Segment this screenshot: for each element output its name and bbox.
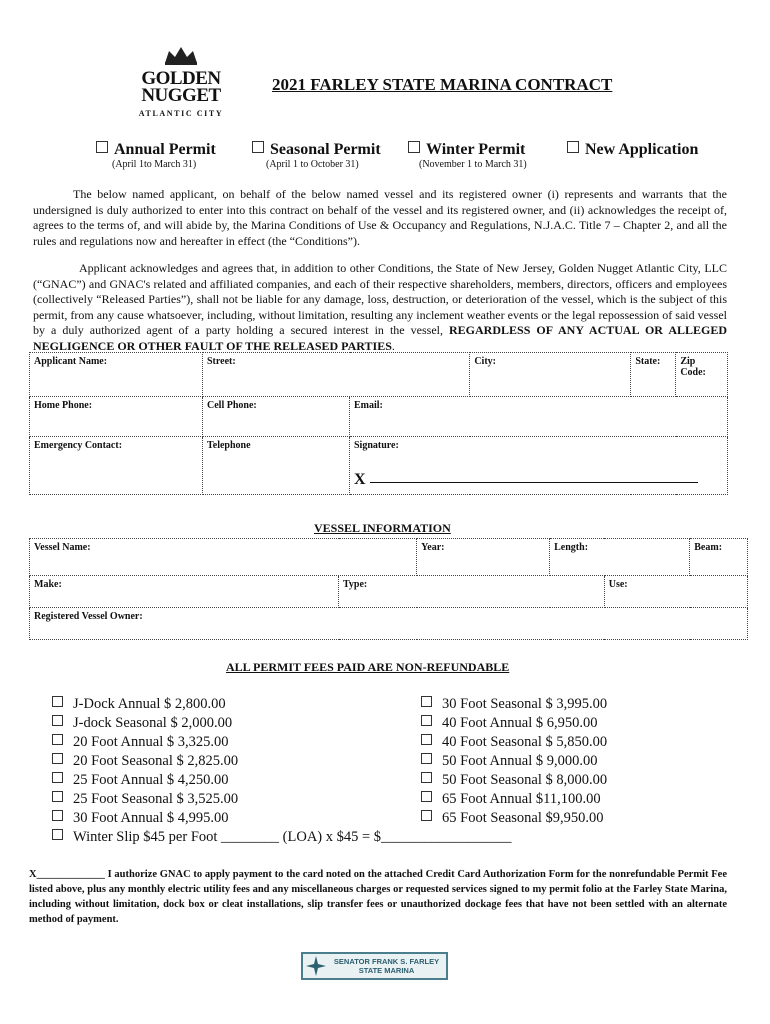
winter-permit-dates: (November 1 to March 31) [419,159,527,170]
logo-line2: NUGGET [141,85,221,106]
seasonal-permit-checkbox[interactable]: Seasonal Permit [252,141,381,159]
telephone-field[interactable]: Telephone [203,437,350,495]
applicant-name-field[interactable]: Applicant Name: [30,353,203,397]
checkbox-icon[interactable] [52,753,63,764]
fee-option[interactable]: 40 Foot Annual $ 6,950.00 [421,714,607,733]
checkbox-icon[interactable] [252,141,264,153]
farley-marina-logo [301,952,448,980]
logo-subtitle: ATLANTIC CITY [138,109,224,118]
fee-option[interactable]: 20 Foot Annual $ 3,325.00 [52,733,512,752]
checkbox-icon[interactable] [52,829,63,840]
checkbox-icon[interactable] [96,141,108,153]
checkbox-icon[interactable] [52,791,63,802]
fees-title: ALL PERMIT FEES PAID ARE NON-REFUNDABLE [226,660,510,674]
annual-permit-dates: (April 1to March 31) [112,159,197,170]
compass-icon [305,955,327,977]
fee-option[interactable]: J-dock Seasonal $ 2,000.00 [52,714,512,733]
zip-code-field[interactable]: Zip Code: [676,353,728,397]
fee-option[interactable]: 50 Foot Seasonal $ 8,000.00 [421,771,607,790]
fee-option[interactable]: J-Dock Annual $ 2,800.00 [52,695,512,714]
fee-option[interactable]: 25 Foot Annual $ 4,250.00 [52,771,512,790]
state-field[interactable]: State: [631,353,676,397]
fees-right-column [421,695,607,828]
home-phone-field[interactable]: Home Phone: [30,397,203,437]
fee-option[interactable]: 20 Foot Seasonal $ 2,825.00 [52,752,512,771]
winter-permit-checkbox[interactable]: Winter Permit [408,141,525,159]
checkbox-icon[interactable] [567,141,579,153]
page-title: 2021 FARLEY STATE MARINA CONTRACT [272,75,613,94]
vessel-table [29,538,748,640]
golden-nugget-logo [138,45,224,118]
signature-x: X [354,471,366,488]
emergency-contact-field[interactable]: Emergency Contact: [30,437,203,495]
fee-option[interactable]: 30 Foot Seasonal $ 3,995.00 [421,695,607,714]
release-bold-clause: REGARDLESS OF ANY ACTUAL OR ALLEGED NEGLIGENCE OR OTHER FAULT OF THE RELEASED PARTIES [33,323,728,353]
checkbox-icon[interactable] [52,810,63,821]
annual-permit-checkbox[interactable]: Annual Permit [96,141,216,159]
vessel-info-title: VESSEL INFORMATION [314,521,451,535]
checkbox-icon[interactable] [52,734,63,745]
fee-option[interactable]: 30 Foot Annual $ 4,995.00 [52,809,512,828]
footer-line2: STATE MARINA [358,966,415,975]
fee-option[interactable]: 25 Foot Seasonal $ 3,525.00 [52,790,512,809]
cell-phone-field[interactable]: Cell Phone: [203,397,350,437]
fee-option[interactable]: 40 Foot Seasonal $ 5,850.00 [421,733,607,752]
fee-option[interactable]: 65 Foot Annual $11,100.00 [421,790,607,809]
checkbox-icon[interactable] [421,715,432,726]
release-paragraph: Applicant acknowledges and agrees that, in addition to other Conditions, the State of New Jersey, Golden Nugget Atlantic City, LLC (“GNAC”) and GNAC's related and affiliated companies, and each of their respective shareholders, members, directors, officers and employees (collectively “Released Parties”), shall not be liable for any damage, loss, destruction, or deterioration of the vessel, which is the subject of this permit, from any cause whatsoever, including, without limitation, resulting any inclement weather events or the legal repossession of said vessel by a duly authorized agent of a party holding a secured interest in the vessel, REGARDLESS OF ANY ACTUAL OR ALLEGED NEGLIGENCE OR OTHER FAULT OF THE RELEASED PARTIES. [33,261,728,353]
email-field[interactable]: Email: [350,397,728,437]
make-field[interactable]: Make: [30,576,339,608]
logo-line1: GOLDEN [141,68,221,89]
seasonal-permit-dates: (April 1 to October 31) [266,159,359,170]
registered-owner-field[interactable]: Registered Vessel Owner: [30,608,748,640]
street-field[interactable]: Street: [203,353,470,397]
checkbox-icon[interactable] [421,772,432,783]
signature-field[interactable]: Signature: X [350,437,728,495]
crown-icon [161,45,201,65]
length-field[interactable]: Length: [550,539,690,576]
footer-line1: SENATOR FRANK S. FARLEY [333,957,440,966]
checkbox-icon[interactable] [52,696,63,707]
use-field[interactable]: Use: [604,576,747,608]
fee-option[interactable]: 65 Foot Seasonal $9,950.00 [421,809,607,828]
checkbox-icon[interactable] [52,715,63,726]
checkbox-icon[interactable] [52,772,63,783]
checkbox-icon[interactable] [421,734,432,745]
checkbox-icon[interactable] [421,810,432,821]
beam-field[interactable]: Beam: [690,539,748,576]
checkbox-icon[interactable] [408,141,420,153]
checkbox-icon[interactable] [421,753,432,764]
representation-paragraph: The below named applicant, on behalf of the below named vessel and its registered owner (i) represents and warrants that the undersigned is duly authorized to enter into this contract on behalf of the vessel and its registered owner, and (ii) acknowledges the receipt of, agrees to the terms of, and will abide by, the Marina Conditions of Use & Occupancy and Regulations, N.J.A.C. Title 7 – Chapter 2, and all the rules and regulations now and hereafter in effect (the “Conditions”). [33,187,727,248]
fee-option[interactable]: 50 Foot Annual $ 9,000.00 [421,752,607,771]
payment-authorization: X_____________ I authorize GNAC to apply payment to the card noted on the attached Credit Card Authorization Form for the nonrefundable Permit Fee listed above, plus any monthly electric utility fees and any miscellaneous charges or requested services signed to my permit folio at the Farley State Marina, including without limitation, dock box or cleat installations, slip transfer fees or unauthorized dockage fees that have not been settled with an alternate method of payment. [29,869,727,925]
vessel-name-field[interactable]: Vessel Name: [30,539,417,576]
year-field[interactable]: Year: [417,539,550,576]
winter-slip-option[interactable]: Winter Slip $45 per Foot ________ (LOA) x $45 = $__________________ [52,828,512,847]
new-application-checkbox[interactable]: New Application [567,141,698,159]
applicant-table [29,352,728,495]
checkbox-icon[interactable] [421,791,432,802]
city-field[interactable]: City: [470,353,631,397]
type-field[interactable]: Type: [339,576,605,608]
signature-line[interactable] [370,482,698,483]
checkbox-icon[interactable] [421,696,432,707]
